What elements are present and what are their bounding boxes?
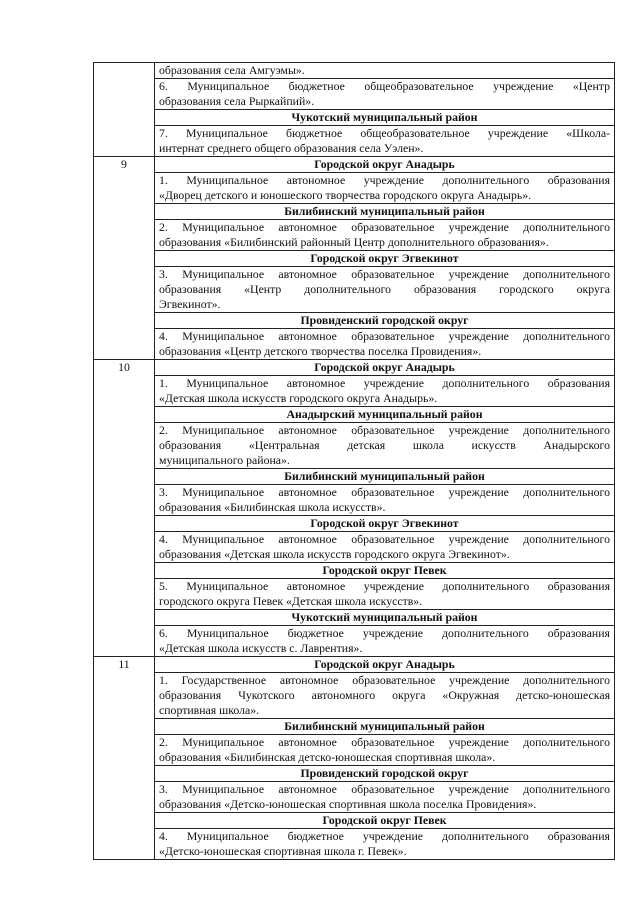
district-heading-row: [94, 157, 615, 173]
institution-text-line: «Детско-юношеская спортивная школа г. Певек».: [159, 844, 407, 858]
institution-text-line: 3. Муниципальное автономное образовательное учреждение дополнительного: [159, 267, 610, 281]
district-heading: Городской округ Анадырь: [155, 657, 615, 673]
institution-text-line: «Дворец детского и юношеского творчества городского округа Анадырь».: [159, 188, 532, 202]
district-heading: Городской округ Певек: [155, 813, 615, 829]
institution-row: [94, 626, 615, 657]
institution-text-line: 2. Муниципальное автономное образовательное учреждение дополнительного: [159, 423, 610, 437]
institution-text-line: образования «Билибинская школа искусств».: [159, 500, 386, 514]
institution-entry: [155, 782, 615, 813]
institution-text-line: 4. Муниципальное автономное образовательное учреждение дополнительного: [159, 532, 610, 546]
district-heading: Провиденский городской округ: [155, 766, 615, 782]
institution-entry: [155, 829, 615, 860]
district-heading: Чукотский муниципальный район: [155, 110, 615, 126]
institution-entry: [155, 532, 615, 563]
institution-row: [94, 579, 615, 610]
institution-text-line: «Детская школа искусств с. Лаврентия».: [159, 641, 363, 655]
institution-row: [94, 485, 615, 516]
district-heading: Городской округ Певек: [155, 563, 615, 579]
institution-row: [94, 63, 615, 79]
district-heading: Билибинский муниципальный район: [155, 204, 615, 220]
section-number: 10: [94, 360, 155, 657]
district-heading: Городской округ Анадырь: [155, 360, 615, 376]
district-heading-row: [94, 813, 615, 829]
district-heading-row: [94, 110, 615, 126]
institution-entry: [155, 376, 615, 407]
institution-row: [94, 126, 615, 157]
institution-text-line: образования «Центр дополнительного образования городского округа: [159, 282, 610, 296]
institution-text-line: 7. Муниципальное бюджетное общеобразовательное учреждение «Школа-: [159, 126, 610, 140]
district-heading-row: [94, 360, 615, 376]
district-heading-row: [94, 719, 615, 735]
district-heading-row: [94, 204, 615, 220]
institution-text-line: 4. Муниципальное бюджетное учреждение дополнительного образования: [159, 829, 610, 843]
institution-entry: [155, 63, 615, 79]
institution-row: [94, 79, 615, 110]
institution-text-line: 6. Муниципальное бюджетное учреждение дополнительного образования: [159, 626, 610, 640]
institution-row: [94, 829, 615, 860]
institution-text-line: образования села Амгуэмы».: [159, 63, 305, 77]
institution-text-line: Эгвекинот».: [159, 297, 221, 311]
institution-row: [94, 532, 615, 563]
district-heading-row: [94, 313, 615, 329]
district-heading: Анадырский муниципальный район: [155, 407, 615, 423]
district-heading: Билибинский муниципальный район: [155, 469, 615, 485]
section-number: 11: [94, 657, 155, 860]
district-heading: Провиденский городской округ: [155, 313, 615, 329]
institution-text-line: образования села Рыркайпий».: [159, 94, 315, 108]
district-heading: Городской округ Анадырь: [155, 157, 615, 173]
institution-text-line: «Детская школа искусств городского округа Анадырь».: [159, 391, 438, 405]
district-heading-row: [94, 251, 615, 267]
district-heading: Городской округ Эгвекинот: [155, 251, 615, 267]
institution-row: [94, 782, 615, 813]
institution-row: [94, 423, 615, 469]
institution-entry: [155, 423, 615, 469]
district-heading: Билибинский муниципальный район: [155, 719, 615, 735]
institution-entry: [155, 79, 615, 110]
institution-text-line: 3. Муниципальное автономное образовательное учреждение дополнительного: [159, 782, 610, 796]
district-heading-row: [94, 407, 615, 423]
institution-text-line: 4. Муниципальное автономное образовательное учреждение дополнительного: [159, 329, 610, 343]
section-number: 9: [94, 157, 155, 360]
institution-text-line: образования «Билибинский районный Центр дополнительного образования».: [159, 235, 549, 249]
institution-text-line: образования Чукотского автономного округа «Окружная детско-юношеская: [159, 688, 610, 702]
institution-entry: [155, 735, 615, 766]
district-heading-row: [94, 657, 615, 673]
district-heading-row: [94, 563, 615, 579]
institution-text-line: образования «Центр детского творчества поселка Провидения».: [159, 344, 482, 358]
document-table-body: [94, 63, 615, 860]
document-table: [93, 62, 615, 860]
institution-row: [94, 376, 615, 407]
institution-text-line: 5. Муниципальное автономное учреждение дополнительного образования: [159, 579, 610, 593]
institution-text-line: городского округа Певек «Детская школа искусств».: [159, 594, 423, 608]
district-heading-row: [94, 516, 615, 532]
district-heading: Городской округ Эгвекинот: [155, 516, 615, 532]
institution-text-line: 2. Муниципальное автономное образовательное учреждение дополнительного: [159, 220, 610, 234]
institution-text-line: 2. Муниципальное автономное образовательное учреждение дополнительного: [159, 735, 610, 749]
institution-row: [94, 735, 615, 766]
institution-text-line: муниципального района».: [159, 453, 290, 467]
institution-text-line: образования «Билибинская детско-юношеская спортивная школа».: [159, 750, 496, 764]
institution-text-line: спортивная школа».: [159, 703, 260, 717]
district-heading-row: [94, 469, 615, 485]
institution-entry: [155, 126, 615, 157]
institution-row: [94, 329, 615, 360]
institution-entry: [155, 329, 615, 360]
institution-row: [94, 220, 615, 251]
institution-text-line: интернат среднего общего образования села Уэлен».: [159, 141, 424, 155]
institution-text-line: 3. Муниципальное автономное образовательное учреждение дополнительного: [159, 485, 610, 499]
institution-entry: [155, 485, 615, 516]
district-heading: Чукотский муниципальный район: [155, 610, 615, 626]
institution-text-line: 1. Государственное автономное образовательное учреждение дополнительного: [159, 673, 610, 687]
institution-row: [94, 173, 615, 204]
institution-entry: [155, 626, 615, 657]
institution-text-line: 6. Муниципальное бюджетное общеобразовательное учреждение «Центр: [159, 79, 610, 93]
institution-row: [94, 267, 615, 313]
institution-text-line: 1. Муниципальное автономное учреждение дополнительного образования: [159, 376, 610, 390]
institution-entry: [155, 173, 615, 204]
district-heading-row: [94, 610, 615, 626]
institution-entry: [155, 673, 615, 719]
institution-entry: [155, 267, 615, 313]
institution-entry: [155, 220, 615, 251]
institution-text-line: образования «Детско-юношеская спортивная школа поселка Провидения».: [159, 797, 537, 811]
section-number: [94, 63, 155, 157]
institution-row: [94, 673, 615, 719]
district-heading-row: [94, 766, 615, 782]
institution-text-line: образования «Детская школа искусств городского округа Эгвекинот».: [159, 547, 510, 561]
institution-text-line: 1. Муниципальное автономное учреждение дополнительного образования: [159, 173, 610, 187]
institution-text-line: образования «Центральная детская школа искусств Анадырского: [159, 438, 610, 452]
institution-entry: [155, 579, 615, 610]
